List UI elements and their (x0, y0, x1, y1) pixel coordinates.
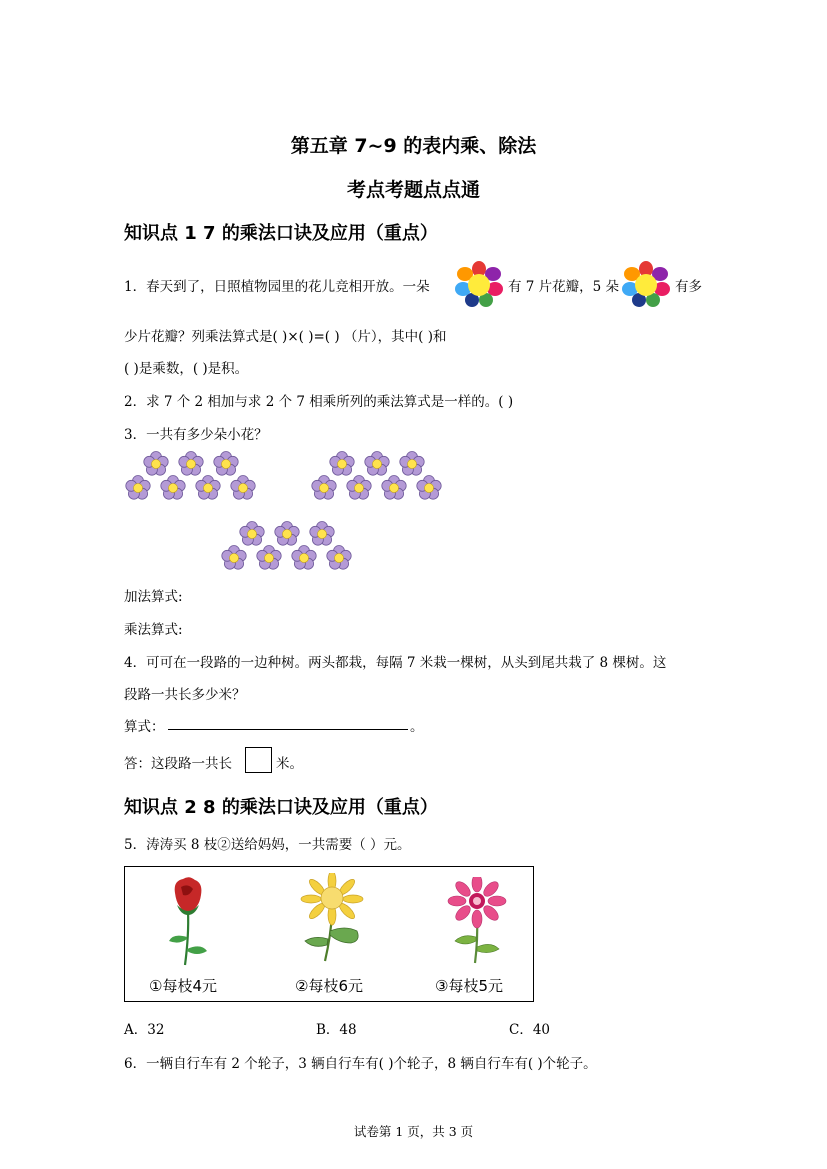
q4-answer-suffix: 米。 (276, 756, 303, 772)
q5-option-a[interactable]: A．32 (124, 1022, 165, 1038)
q5-option-b[interactable]: B．48 (316, 1022, 357, 1038)
flower-price-label-1: ①每枝4元 (149, 977, 217, 995)
section-heading-1: 知识点 1 7 的乘法口诀及应用（重点） (124, 223, 438, 244)
q4-answer-prefix: 答：这段路一共长 (124, 756, 232, 772)
q4-answer-box[interactable] (245, 747, 272, 773)
q2-text: 2．求 7 个 2 相加与求 2 个 7 相乘所列的乘法算式是一样的。( ) (124, 394, 514, 410)
q4-formula-blank[interactable] (168, 729, 408, 730)
chrysanthemum-icon (295, 873, 370, 963)
page-footer: 试卷第 1 页，共 3 页 (353, 1124, 474, 1139)
rose-icon (163, 875, 213, 970)
flower-price-label-3: ③每枝5元 (435, 977, 503, 995)
q4-formula-end: 。 (410, 719, 424, 735)
q5-text: 5．涛涛买 8 枝②送给妈妈，一共需要（ ）元。 (124, 837, 411, 853)
colorful-flower-icon (619, 261, 673, 307)
q3-text: 3．一共有多少朵小花？ (124, 427, 268, 443)
q4-text-line2: 段路一共长多少米？ (124, 687, 246, 703)
flower-price-panel (124, 866, 534, 1002)
q1-text-part3: 有多 (675, 279, 702, 295)
q1-text-line2: 少片花瓣？列乘法算式是( )×( )=( ) （片），其中( )和 (124, 329, 447, 345)
colorful-flower-icon (452, 261, 506, 307)
flower-groups-illustration (120, 448, 460, 576)
q1-text-part1: 1．春天到了，日照植物园里的花儿竞相开放。一朵 (124, 279, 430, 295)
q3-addition-label: 加法算式: (124, 589, 183, 605)
pink-flower-icon (447, 877, 507, 965)
section-heading-2: 知识点 2 8 的乘法口诀及应用（重点） (124, 797, 438, 818)
q4-formula-label: 算式： (124, 719, 165, 735)
page-title: 第五章 7~9 的表内乘、除法 (290, 135, 537, 157)
q6-text: 6．一辆自行车有 2 个轮子，3 辆自行车有( )个轮子，8 辆自行车有( )个轮子。 (124, 1056, 597, 1072)
q5-option-c[interactable]: C．40 (509, 1022, 551, 1038)
q1-text-line3: ( )是乘数，( )是积。 (124, 361, 249, 377)
q4-text-line1: 4．可可在一段路的一边种树。两头都栽，每隔 7 米栽一棵树，从头到尾共栽了 8 棵树。这 (124, 655, 667, 671)
q1-text-part2: 有 7 片花瓣，5 朵 (508, 279, 620, 295)
q3-multiplication-label: 乘法算式: (124, 622, 183, 638)
flower-price-label-2: ②每枝6元 (295, 977, 363, 995)
page-subtitle: 考点考题点点通 (346, 179, 480, 201)
